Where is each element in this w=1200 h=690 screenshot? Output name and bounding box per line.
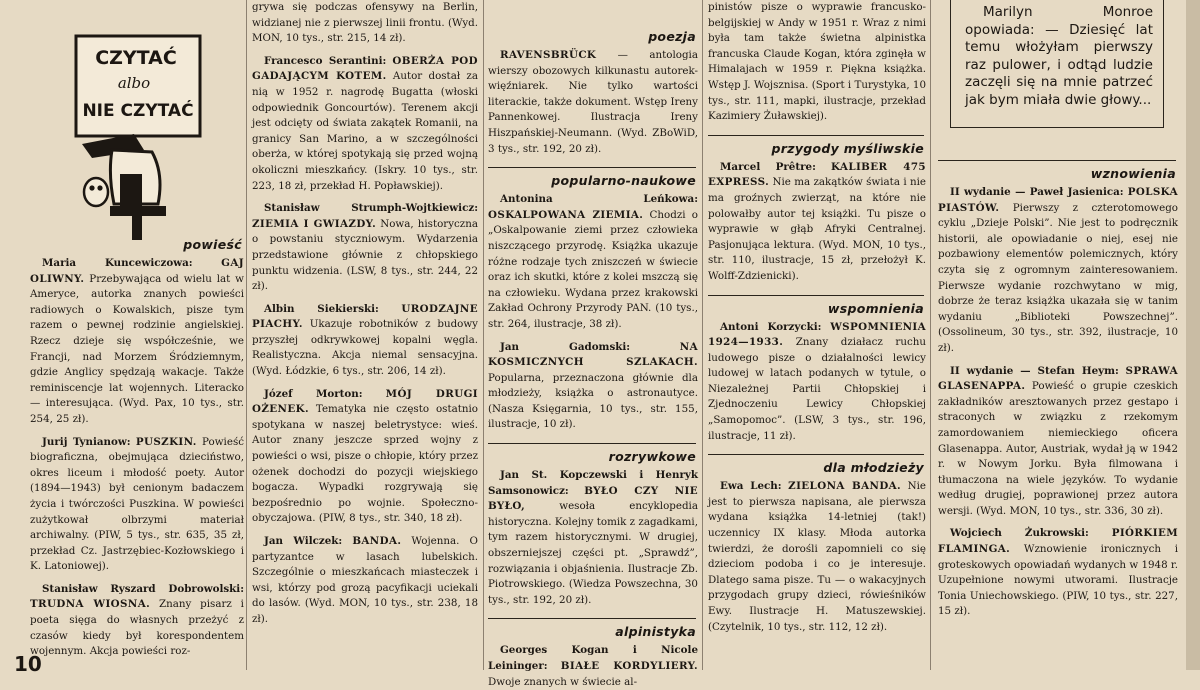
column-divider	[930, 0, 931, 670]
quote-text: Marilyn Monroe opowiada: — Dziesięć lat temu włożyłam pierwszy raz pulower, i odtąd ludzie zaczęli się na mnie patrzeć jak bym miała dwie głowy...	[965, 4, 1153, 108]
book-author: II wydanie — Paweł Jasienica:	[950, 186, 1124, 198]
book-description: grywa się podczas ofensywy na Berlin, widzianej nie z pierwszej linii frontu. (Wyd. MON, 10 tys., str. 215, 14 zł).	[252, 1, 478, 45]
book-entry	[708, 160, 926, 285]
book-author: Antonina Leńkowa:	[500, 193, 698, 206]
book-description: Pierwszy z czterotomowego cyklu „Dzieje Polski”. Nie jest to podręcznik historii, ale opowiadanie o niej, esej nie pozbawiony elementów polemicznych, który czyta się z ogromnym zainteresowaniem. Pierwsze wydanie rozchwytano w mig, dobrze że teraz książka ukazała się w tanim wydaniu „Biblioteki Powszechnej”. (Ossolineum, 30 tys., str. 392, ilustracje, 10 zł).	[938, 201, 1178, 354]
book-author: Wojciech Żukrowski:	[950, 527, 1089, 540]
book-title: RAVENSBRÜCK	[500, 49, 597, 61]
book-title: URODZAJNE PIACHY.	[252, 302, 478, 331]
section-heading-rozrywkowe: rozrywkowe	[488, 443, 696, 466]
book-title: KALIBER 475 EXPRESS.	[708, 160, 926, 189]
book-author: Georges Kogan i Nicole Leininger:	[488, 644, 698, 672]
book-entry	[252, 201, 478, 295]
book-description: Ukazuje robotników z budowy przyszłej odkrywkowej kopalni węgla. Realistyczna. Akcja niemal sensacyjna. (Wyd. Łódzkie, 6 tys., str. 206, 14 zł).	[252, 318, 478, 378]
book-description: Autor dostał za nią w 1952 r. nagrodę Bugatta (włoski odpowiednik Goncourtów). Terenem akcji jest odcięty od świata zakątek Romanii, na granicy San Marino, a w szczególności oberża, w której spotykają się przed wojną okoliczni mieszkańcy. (Iskry. 10 tys., str. 223, 18 zł, przekład H. Popławskiej).	[252, 70, 478, 192]
cartoon-word-czytac: CZYTAĆ	[95, 47, 177, 69]
book-description: Dwoje znanych w świecie al-	[488, 675, 638, 688]
section-heading-wspomnienia: wspomnienia	[708, 295, 924, 318]
book-description: Powieść biograficzna, obejmująca dzieciństwo, okres liceum i młodość poety. Autor (1894—1943) był cenionym badaczem życia i twórczości Puszkina. W powieści zużytkował olbrzymi materiał archiwalny. (PIW, 5 tys., str. 635, 35 zł, przekład Cz. Jastrzębiec-Kozłowskiego i K. Latoniowej).	[30, 435, 244, 573]
book-author: Jan Gadomski:	[500, 340, 631, 353]
book-author: Francesco Serantini:	[264, 54, 387, 67]
book-title: TRUDNA WIOSNA.	[30, 598, 151, 611]
book-entry	[252, 54, 478, 194]
page-edge	[1186, 0, 1200, 670]
book-entry	[30, 582, 244, 660]
book-title: BIAŁE KORDYLIERY.	[560, 660, 698, 672]
section-heading-popularno-naukowe: popularno-naukowe	[488, 167, 696, 190]
book-description: Nie ma zakątków świata i nie ma groźnych zwierząt, na które nie polowałby autor tej książki. Tu pisze o wyprawie w głąb Afryki Centralnej. Pasjonująca lektura. (Wyd. MON, 10 tys., str. 110, ilustracje, 15 zł, przełożył K. Wolff-Zdzienicki).	[708, 176, 926, 282]
book-title: BANDA.	[352, 535, 402, 547]
section-heading-poezja: poezja	[648, 29, 696, 44]
book-author: II wydanie — Stefan Heym:	[950, 364, 1119, 377]
book-author: Ewa Lech:	[720, 480, 782, 493]
book-author: Józef Morton:	[264, 387, 363, 400]
cartoon-word-albo: albo	[117, 74, 151, 92]
book-title: OBERŻA POD GADAJĄCYM KOTEM.	[252, 54, 478, 83]
book-description: Chodzi o „Oskalpowanie ziemi przez człowieka niszczącego przyrodę. Książka ukazuje różne rodzaje tych zniszczeń w świecie oraz ich skutki, które z kolei mszczą się na człowieku. Wydana przez krakowski Zakład Ochrony Przyrody PAN. (10 tys., str. 264, ilustracje, 38 zł).	[488, 208, 698, 330]
book-title: ZIELONA BANDA.	[788, 480, 902, 493]
book-description: Tematyka nie często ostatnio spotykana w naszej beletrystyce: wieś. Autor znany jeszcze sprzed wojny z powieści o wsi, pisze o chłopie, który przez ożenek dochodzi do pozycji wiejskiego bogacza. Wypadki rozgrywają się bezpośrednio po wojnie. Społeczno-obyczajowa. (PIW, 8 tys., str. 340, 18 zł).	[252, 403, 478, 525]
column-divider	[483, 0, 484, 670]
book-entry	[252, 534, 478, 628]
book-author: Stanisław Ryszard Dobrowolski:	[42, 582, 244, 595]
column-divider	[246, 0, 247, 670]
book-entry	[938, 364, 1178, 520]
section-heading-przygody-mysliwskie: przygody myśliwskie	[708, 135, 924, 158]
section-heading-powiesc: powieść	[183, 237, 242, 252]
book-description: Znany pisarz i poeta sięga do własnych przeżyć z czasów kiedy był korespondentem wojennym. Akcja powieści roz-	[30, 598, 244, 658]
section-heading-wznowienia: wznowienia	[938, 160, 1176, 183]
book-author: Antoni Korzycki:	[720, 320, 822, 333]
column-5	[938, 0, 1178, 670]
book-entry	[488, 48, 698, 157]
book-title: WSPOMNIENIA 1924—1933.	[708, 320, 926, 349]
book-entry	[30, 256, 244, 428]
book-entry	[252, 302, 478, 380]
book-description: Powieść o grupie czeskich zakładników aresztowanych przez gestapo i straconych w związku z rzekomym zamordowaniem niemieckiego oficera Glasenappa. Autor, Austriak, wydał ją w 1942 r. w Nowym Jorku. Była filmowana i tłumaczona na wiele języków. To wydanie według drugiej, poprawionej przez autora wersji. (Wyd. MON, 10 tys., str. 336, 30 zł).	[938, 380, 1178, 517]
book-author: Maria Kuncewiczowa:	[42, 257, 193, 269]
book-author: Jan Wilczek:	[264, 535, 343, 547]
book-author: Marcel Prêtre:	[720, 160, 816, 173]
section-heading-dla-mlodziezy: dla młodzieży	[708, 454, 924, 477]
book-entry	[938, 526, 1178, 620]
book-title: BYŁO CZY NIE BYŁO,	[488, 484, 699, 513]
book-title: PIÓRKIEM FLAMINGA.	[938, 527, 1178, 556]
book-title: ZIEMIA I GWIAZDY.	[252, 217, 377, 230]
book-description: Popularna, przeznaczona głównie dla młodzieży, książka o astronautyce. (Nasza Księgarnia, 10 tys., str. 155, ilustracje, 10 zł).	[488, 371, 698, 431]
book-author: Albin Siekierski:	[264, 302, 379, 315]
book-description: Wojenna. O partyzantce w lasach lubelskich. Szczególnie o mieszkańcach miasteczek i wsi, którzy pod grozą pacyfikacji uciekali do lasów. (Wyd. MON, 10 tys., str. 238, 18 zł).	[252, 535, 478, 625]
column-2	[252, 0, 478, 670]
book-entry	[708, 320, 926, 445]
book-entry	[938, 185, 1178, 357]
column-divider	[702, 0, 703, 670]
book-description: Przebywająca od wielu lat w Ameryce, autorka znanych powieści radiowych o Kowalskich, pisze tym razem o pewnej rodzinie angielskiej. Rzecz dzieje się współcześnie, we Francji, nad Morzem Śródziemnym, gdzie Anglicy spędzają wakacje. Także reminiscencje lat wojennych. Literacko — interesująca. (Wyd. Pax, 10 tys., str. 254, 25 zł).	[30, 272, 244, 425]
section-heading-alpinistyka: alpinistyka	[488, 618, 696, 641]
book-author: Jurij Tynianow:	[42, 435, 131, 448]
book-title: PUSZKIN.	[135, 435, 197, 448]
column-1	[30, 0, 244, 670]
book-description: Wznowienie ironicznych i groteskowych opowiadań wydanych w 1948 r. Uzupełnione nowymi utworami. Ilustracje Tonia Uniechowskiego. (PIW, 10 tys., str. 227, 15 zł).	[938, 543, 1179, 618]
book-description: Nie jest to pierwsza napisana, ale pierwsza wydana książka 14-letniej (tak!) uczennicy IX klasy. Młoda autorka twierdzi, że dorośli zapomnieli co się dzieciom podoba i co je interesuje. Dlatego sama pisze. Tu — o wakacyjnych przygodach grupy dzieci, rówieśników Ewy. Ilustracje H. Matuszewskiej. (Czytelnik, 10 tys., str. 112, 12 zł).	[708, 480, 927, 633]
book-entry-continued: pinistów pisze o wyprawie francusko-belgijskiej w Andy w 1951 r. Wraz z nimi była tam także świetna alpinistka francuska Claude Kogan, która zginęła w Himalajach w 1959 r. Piękna książka. Wstęp J. Wojsznisa. (Sport i Turystyka, 10 tys., str. 111, mapki, ilustracje, przekład Kazimiery Żuławskiej).	[708, 1, 926, 123]
book-description: Nowa, historyczna o powstaniu styczniowym. Wydarzenia przedstawione głównie z chłopskiego punktu widzenia. (LSW, 8 tys., str. 244, 22 zł).	[252, 217, 478, 293]
book-entry	[252, 387, 478, 527]
column-3	[488, 0, 699, 688]
book-entry	[708, 479, 926, 635]
book-title: OSKALPOWANA ZIEMIA.	[488, 208, 644, 221]
book-entry-continued	[252, 0, 478, 47]
book-title: SPRAWA GLASENAPPA.	[938, 364, 1178, 393]
book-entry	[488, 468, 698, 608]
book-description: wesoła encyklopedia historyczna. Kolejny tomik z zagadkami, tym razem historycznymi. W drugiej, obszerniejszej części pt. „Sprawdź”, rozwiązania i objaśnienia. Ilustracje Zb. Piotrowskiego. (Wiedza Powszechna, 30 tys., str. 192, 20 zł).	[488, 500, 698, 606]
book-description: Znany działacz ruchu ludowego pisze o działalności lewicy ludowej w latach podanych w tytule, o Niezależnej Partii Chłopskiej i Zjednoczeniu Lewicy Chłopskiej „Samopomoc”. (LSW, 3 tys., str. 196, ilustracje, 11 zł).	[708, 336, 926, 442]
book-author: Stanisław Strumph-Wojtkiewicz:	[264, 202, 478, 215]
book-title: POLSKA PIASTÓW.	[938, 186, 1178, 214]
book-entry	[488, 192, 698, 332]
cartoon-word-nie-czytac: NIE CZYTAĆ	[82, 101, 194, 121]
book-entry	[30, 435, 244, 575]
book-description: — antologia wierszy obozowych kilkunastu autorek-więźniarek. Nie tylko wartości literackie, także dokument. Wstęp Ireny Pannenkowej. Ilustracja Ireny Hiszpańskiej-Neumann. (Wyd. ZBoWiD, 3 tys., str. 192, 20 zł).	[488, 49, 698, 155]
book-title: GAJ OLIWNY.	[30, 257, 244, 285]
book-entry	[488, 340, 698, 434]
book-entry	[488, 643, 698, 690]
column-4	[708, 0, 926, 670]
page-number: 10	[14, 652, 42, 676]
book-title: MÓJ DRUGI OŻENEK.	[252, 387, 478, 416]
book-author: Jan St. Kopczewski i Henryk Samsonowicz:	[488, 469, 698, 497]
book-title: NA KOSMICZNYCH SZLAKACH.	[488, 340, 698, 369]
